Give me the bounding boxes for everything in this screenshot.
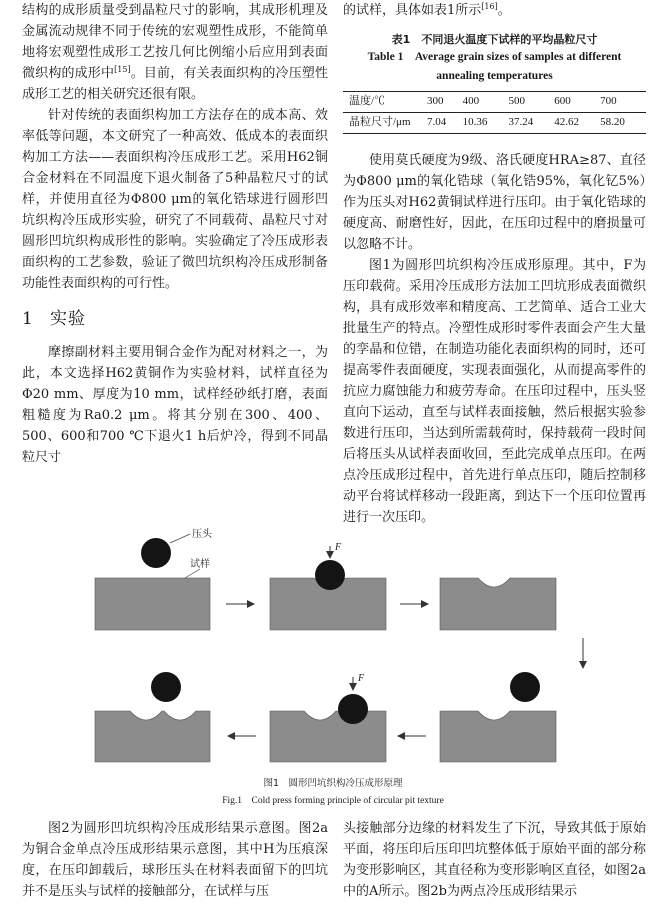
table-cell: 10.36 — [463, 113, 509, 134]
indenter-ball — [151, 672, 181, 702]
paragraph: 图2为圆形凹坑织构冷压成形结果示意图。图2a为铜合金单点冷压成形结果示意图，其中H为压痕深度，在压印卸载后，球形压头在材料表面留下的凹坑并不是压头与试样的接触部分，在试样与压 — [22, 821, 328, 899]
panel-1 — [95, 527, 213, 630]
paragraph-text: 的试样，具体如表1所示 — [343, 3, 482, 18]
label-indenter: 压头 — [192, 529, 212, 540]
section-title: 实验 — [50, 309, 86, 329]
sample-block — [95, 711, 210, 762]
section-heading — [22, 308, 328, 330]
panel-5 — [270, 673, 386, 762]
sample-block — [440, 711, 556, 762]
paragraph: 图1为圆形凹坑织构冷压成形原理。其中，F为压印载荷。采用冷压成形方法加工凹坑形成表面微织构，具有成形效率和精度高、工艺简单、适合工业大批量生产的特点。冷塑性成形时零件表面会产生大量的孪晶和位错，在制造功能化表面织构的同时，还可提高零件表面硬度，实现表面强化，从而提高零件的抗应力腐蚀能力和疲劳寿命。在压印过程中，压头竖直向下运动，直至与试样表面接触，然后根据实验参数进行压印，当达到所需载荷时，保持载荷一段时间后将压头从试样表面收回，至此完成单点压印。在两点冷压成形过程中，首先进行单点压印，随后控制移动平台将试样移动一段距离，到达下一个压印位置再进行一次压印。 — [343, 258, 646, 525]
label-sample: 试样 — [190, 559, 210, 570]
paragraph-text: 结构的成形质量受到晶粒尺寸的影响，其成形机理及金属流动规律不同于传统的宏观塑性成形，不能简单地将宏观塑性成形工艺按几何比例缩小后应用到表面微织构的成形中 — [22, 3, 328, 81]
indenter-ball — [510, 672, 540, 702]
table-cell: 700 — [600, 92, 646, 113]
indenter-ball — [141, 538, 171, 568]
figure-1 — [0, 516, 666, 816]
panel-4 — [440, 672, 556, 762]
grain-size-table — [343, 91, 646, 134]
panel-3 — [440, 578, 556, 630]
paragraph: 摩擦副材料主要用铜合金作为配对材料之一，为此，本文选择H62黄铜作为实验材料，试样直径为Φ20 mm、厚度为10 mm，试样经砂纸打磨，表面粗糙度为Ra0.2 μm。将其分别在300、400、500、600和700 ℃下退火1 h后炉冷，得到不同晶粒尺寸 — [22, 345, 328, 465]
leader-line — [185, 569, 200, 578]
right-column — [343, 0, 646, 528]
panel-2 — [270, 542, 386, 630]
process-diagram — [0, 516, 666, 771]
sample-block — [270, 711, 386, 762]
table-title-en: Table 1 Average grain sizes of samples at different annealing temperatures — [367, 51, 622, 82]
sample-block — [95, 578, 210, 630]
bottom-right-column — [343, 818, 646, 902]
paragraph: 使用莫氏硬度为9级、洛氏硬度HRA≥87、直径为Φ800 μm的氧化锆球（氧化锆95%，氧化钇5%）作为压头对H62黄铜试样进行压印。由于氧化锆球的硬度高、耐磨性好，因此，在压印过程中的磨损量可以忽略不计。 — [343, 153, 646, 252]
indenter-ball — [338, 694, 368, 724]
paragraph — [22, 0, 328, 105]
table-cell: 600 — [554, 92, 600, 113]
table-title-cn: 表1 不同退火温度下试样的平均晶粒尺寸 — [391, 33, 598, 46]
citation: [15] — [114, 65, 131, 74]
citation: [16] — [481, 2, 498, 11]
figure-caption-en: Fig.1 Cold press forming principle of circular pit texture — [222, 796, 444, 806]
paragraph-text: 。 — [497, 3, 511, 18]
paragraph-text: 。目前，有关表面织构的冷压塑性成形工艺的相关研究还很有限。 — [22, 66, 328, 102]
left-column — [22, 0, 328, 468]
table-row — [343, 92, 646, 113]
paragraph: 头接触部分边缘的材料发生了下沉，导致其低于原始平面，将压印后压印凹坑整体低于原始平面的部分称为变形影响区，其直径称为变形影响区直径，如图2a中的A所示。图2b为两点冷压成形结果示 — [343, 821, 646, 899]
force-label: F — [335, 542, 342, 553]
figure-caption-cn: 图1 圆形凹坑织构冷压成形原理 — [263, 778, 403, 789]
table-cell: 500 — [508, 92, 554, 113]
table-cell: 42.62 — [554, 113, 600, 134]
leader-line — [170, 534, 190, 543]
panel-6 — [95, 672, 210, 762]
table-cell: 58.20 — [600, 113, 646, 134]
table-cell: 400 — [463, 92, 509, 113]
table-cell: 7.04 — [427, 113, 463, 134]
table-cell: 37.24 — [508, 113, 554, 134]
table-cell: 300 — [427, 92, 463, 113]
table-cell: 温度/℃ — [343, 92, 427, 113]
sample-block — [440, 578, 556, 630]
table-row — [343, 113, 646, 134]
table-cell: 晶粒尺寸/μm — [343, 113, 427, 134]
paragraph — [343, 0, 646, 21]
force-label: F — [358, 673, 365, 684]
section-number: 1 — [22, 309, 34, 329]
bottom-left-column — [22, 818, 328, 902]
paragraph: 针对传统的表面织构加工方法存在的成本高、效率低等问题，本文研究了一种高效、低成本的表面织构加工方法——表面织构冷压成形工艺。采用H62铜合金材料在不同温度下退火制备了5种晶粒尺寸的试样，并使用直径为Φ800 μm的氧化锆球进行圆形凹坑织构冷压成形实验，研究了不同载荷、晶粒尺寸对圆形凹坑织构成形性的影响。实验确定了冷压成形表面织构的工艺参数，验证了微凹坑织构冷压成形制备功能性表面织构的可行性。 — [22, 108, 328, 291]
indenter-ball — [315, 560, 345, 590]
